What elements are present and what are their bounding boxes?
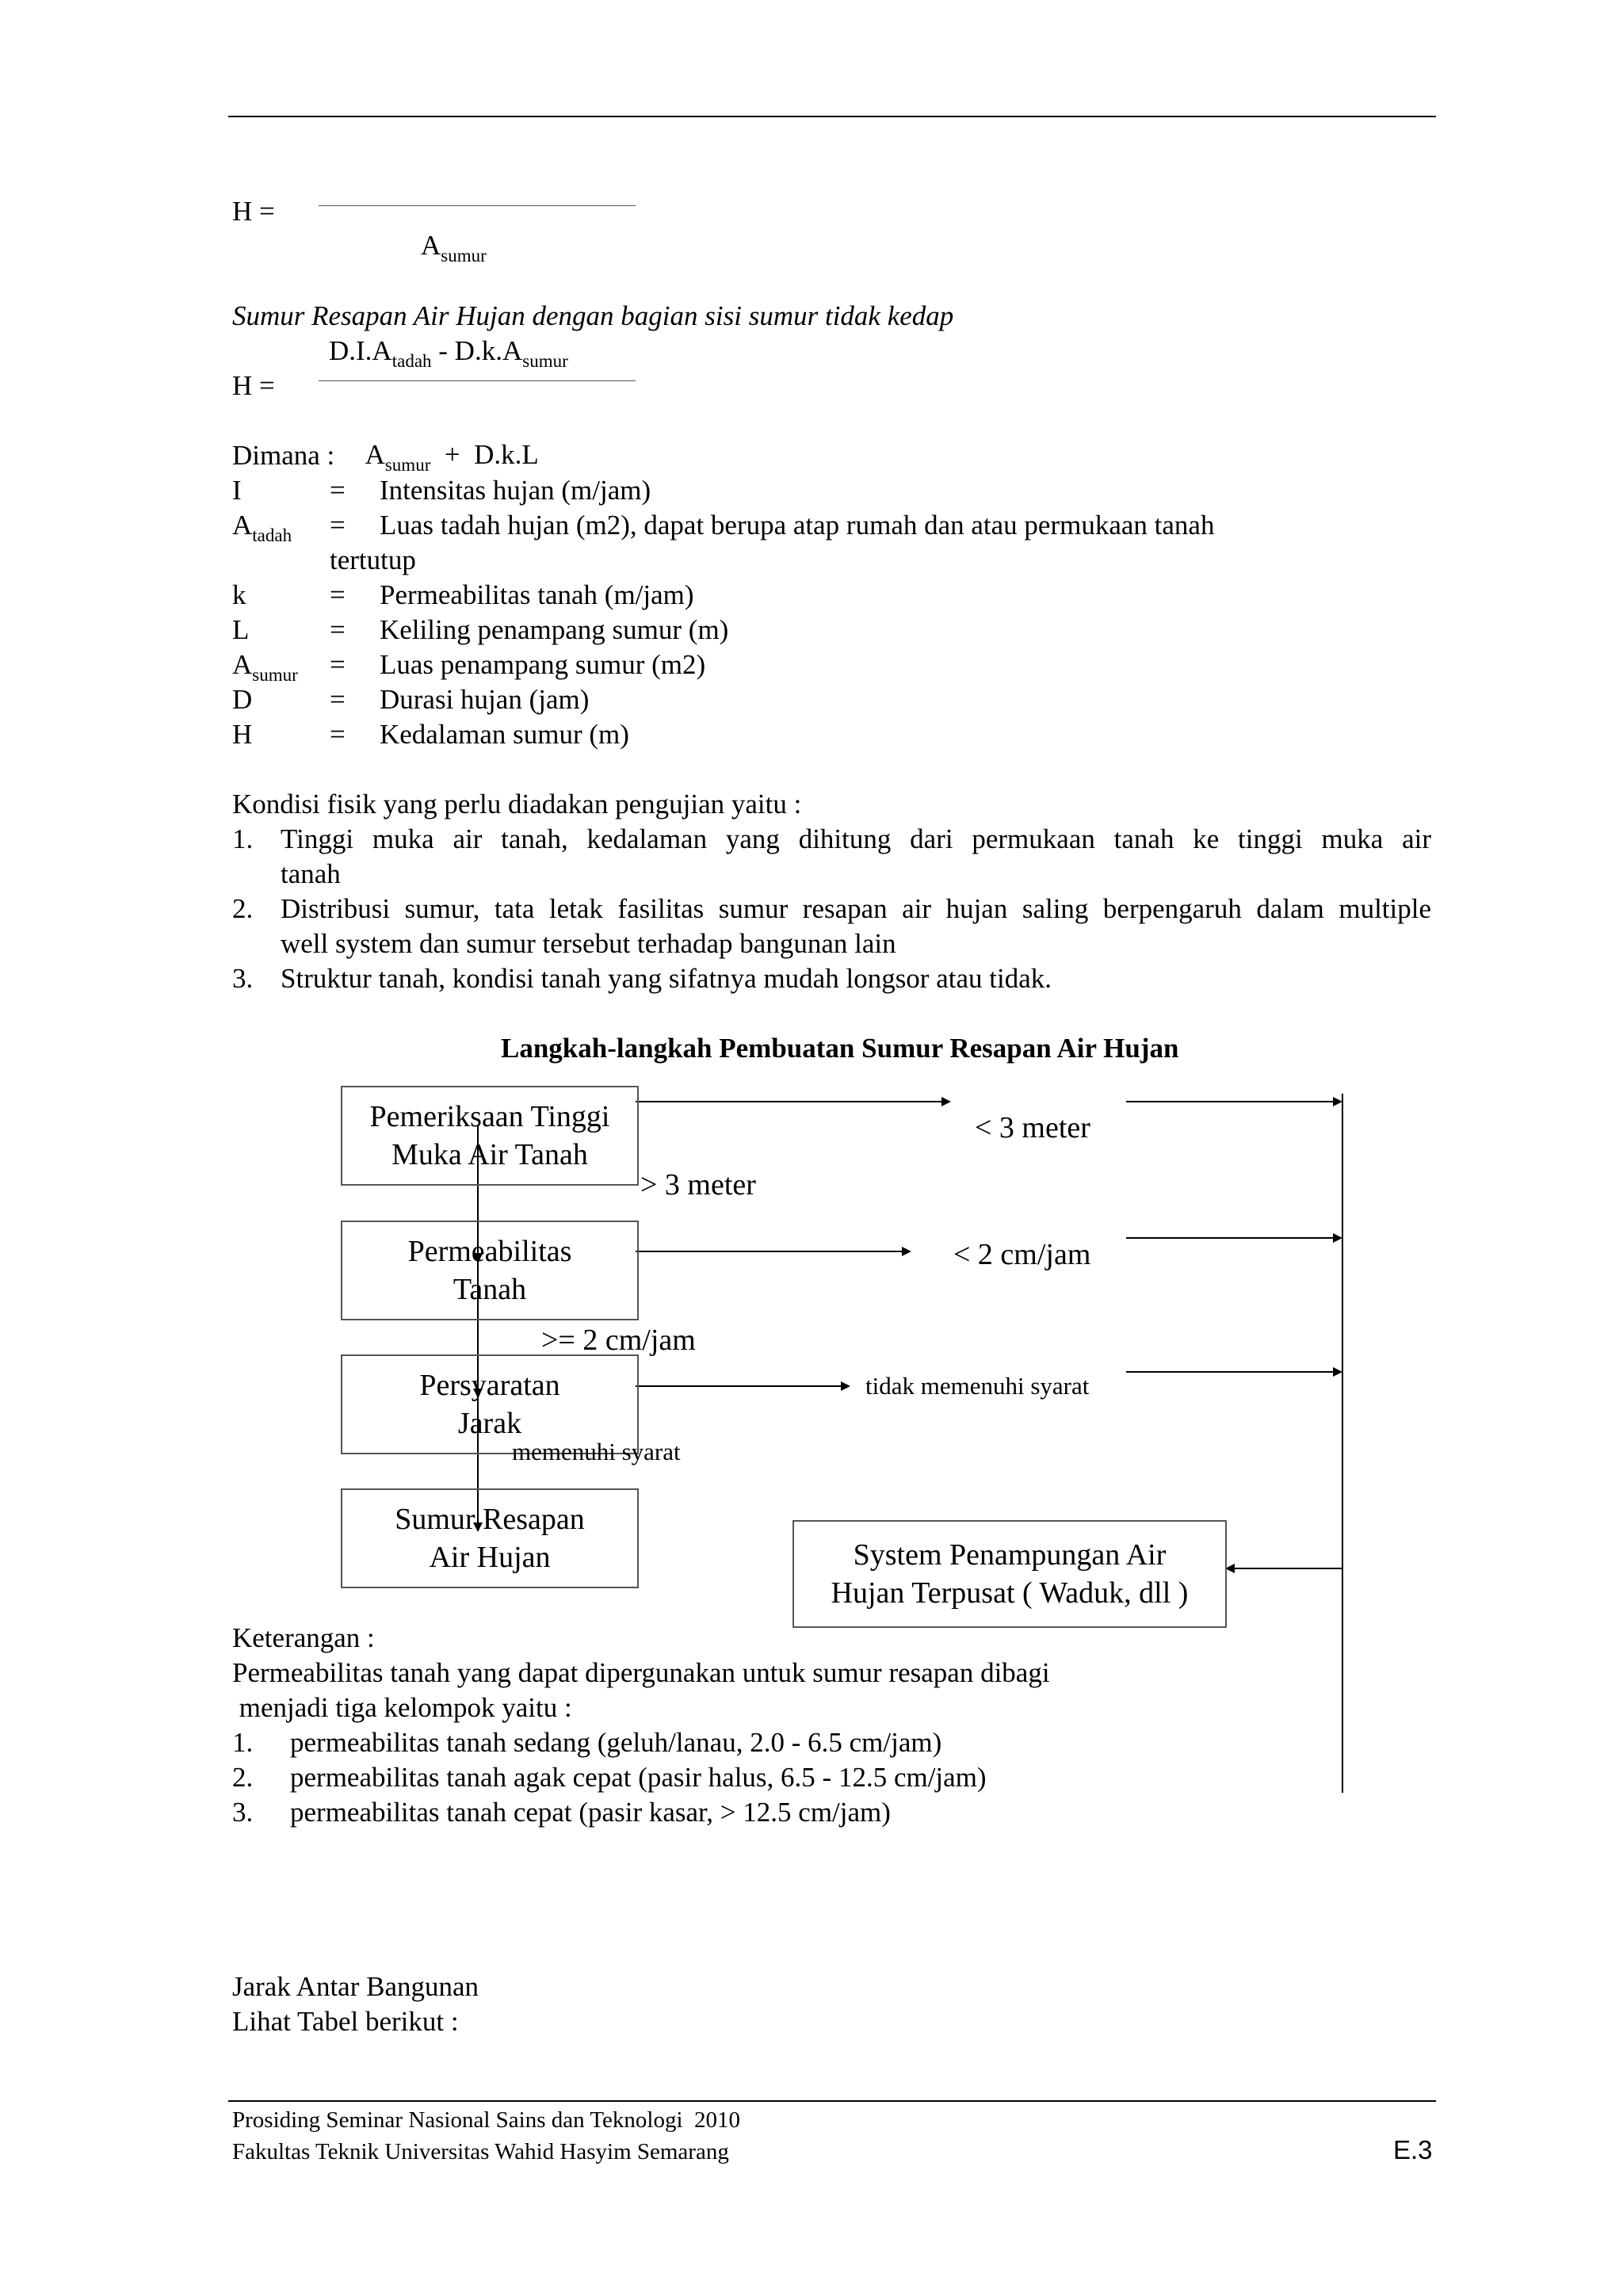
def-equals: =: [330, 649, 346, 680]
formula1-lhs: H =: [232, 196, 275, 227]
def-symbol: $A_{sumur}$: [232, 649, 298, 685]
condition-number: 2.: [232, 893, 254, 924]
note-number: 2.: [232, 1762, 254, 1793]
condition-text-cont: well system dan sumur tersebut terhadap bangunan lain: [281, 928, 896, 959]
distance-reference: Lihat Tabel berikut :: [232, 2006, 459, 2037]
flow-label-ok: memenuhi syarat: [512, 1438, 681, 1465]
section-title: Sumur Resapan Air Hujan dengan bagian sisi sumur tidak kedap: [232, 300, 954, 331]
condition-text: Struktur tanah, kondisi tanah yang sifatnya mudah longsor atau tidak.: [281, 963, 1052, 994]
formula2-numerator: $D.I.A_{tadah} - D.k.A_{sumur}$: [329, 335, 568, 371]
def-equals: =: [330, 475, 346, 506]
flow-box-distance-requirement: Persyaratan Jarak: [341, 1354, 639, 1454]
condition-text: Distribusi sumur, tata letak fasilitas sumur resapan air hujan saling berpengaruh dalam multiple: [281, 893, 1431, 924]
notes-line: menjadi tiga kelompok yaitu :: [232, 1692, 572, 1723]
def-symbol: k: [232, 579, 246, 610]
footer-rule: [228, 2100, 1436, 2102]
def-symbol: I: [232, 475, 242, 506]
flow-box-permeability: Permeabilitas Tanah: [341, 1221, 639, 1320]
condition-number: 1.: [232, 823, 254, 854]
flow-label-ge2: >= 2 cm/jam: [541, 1324, 696, 1357]
def-symbol: D: [232, 684, 253, 715]
def-equals: =: [330, 719, 346, 750]
flow-label-lt3m: < 3 meter: [975, 1111, 1090, 1144]
formula2-lhs: H =: [232, 370, 275, 401]
def-symbol: L: [232, 614, 250, 645]
def-description: Luas penampang sumur (m2): [380, 649, 706, 680]
note-text: permeabilitas tanah cepat (pasir kasar, > 12.5 cm/jam): [290, 1797, 891, 1828]
def-description: Keliling penampang sumur (m): [380, 614, 729, 645]
footer-institution: Fakultas Teknik Universitas Wahid Hasyim Semarang: [232, 2139, 729, 2164]
def-equals: =: [330, 510, 346, 541]
flow-box-water-table: Pemeriksaan Tinggi Muka Air Tanah: [341, 1086, 639, 1186]
def-equals: =: [330, 684, 346, 715]
note-text: permeabilitas tanah sedang (geluh/lanau, 2.0 - 6.5 cm/jam): [290, 1727, 942, 1758]
def-description: Permeabilitas tanah (m/jam): [380, 579, 694, 610]
def-description: Durasi hujan (jam): [380, 684, 590, 715]
conditions-intro: Kondisi fisik yang perlu diadakan pengujian yaitu :: [232, 789, 802, 819]
flow-box-central-system: System Penampungan Air Hujan Terpusat ( Waduk, dll ): [792, 1520, 1227, 1628]
note-number: 1.: [232, 1727, 254, 1758]
flowchart-title: Langkah-langkah Pembuatan Sumur Resapan Air Hujan: [501, 1033, 1179, 1064]
page-number: E.3: [1393, 2135, 1433, 2164]
flow-label-not-ok: tidak memenuhi syarat: [865, 1372, 1090, 1400]
flow-label-gt3m: > 3 meter: [640, 1168, 756, 1201]
distance-heading: Jarak Antar Bangunan: [232, 1971, 479, 2002]
note-text: permeabilitas tanah agak cepat (pasir halus, 6.5 - 12.5 cm/jam): [290, 1762, 987, 1793]
def-equals: =: [330, 579, 346, 610]
formula2-denominator: $A_{sumur} + D.k.L$: [365, 439, 539, 475]
def-description: Luas tadah hujan (m2), dapat berupa atap rumah dan atau permukaan tanah: [380, 510, 1215, 541]
condition-number: 3.: [232, 963, 254, 994]
condition-text-cont: tanah: [281, 858, 341, 889]
notes-line: Permeabilitas tanah yang dapat dipergunakan untuk sumur resapan dibagi: [232, 1657, 1050, 1688]
def-description-cont: tertutup: [330, 544, 416, 575]
flow-box-infiltration-well: Sumur Resapan Air Hujan: [341, 1488, 639, 1588]
notes-label: Keterangan :: [232, 1622, 375, 1653]
note-number: 3.: [232, 1797, 254, 1828]
condition-text: Tinggi muka air tanah, kedalaman yang dihitung dari permukaan tanah ke tinggi muka air: [281, 823, 1431, 854]
def-description: Kedalaman sumur (m): [380, 719, 629, 750]
def-equals: =: [330, 614, 346, 645]
def-description: Intensitas hujan (m/jam): [380, 475, 651, 506]
def-symbol: $A_{tadah}$: [232, 510, 292, 545]
flow-label-lt2: < 2 cm/jam: [953, 1238, 1091, 1271]
where-label: Dimana :: [232, 440, 335, 471]
formula1-denominator: $A_{sumur}$: [421, 230, 487, 266]
footer-proceedings: Prosiding Seminar Nasional Sains dan Teknologi 2010: [232, 2107, 741, 2133]
def-symbol: H: [232, 719, 253, 750]
